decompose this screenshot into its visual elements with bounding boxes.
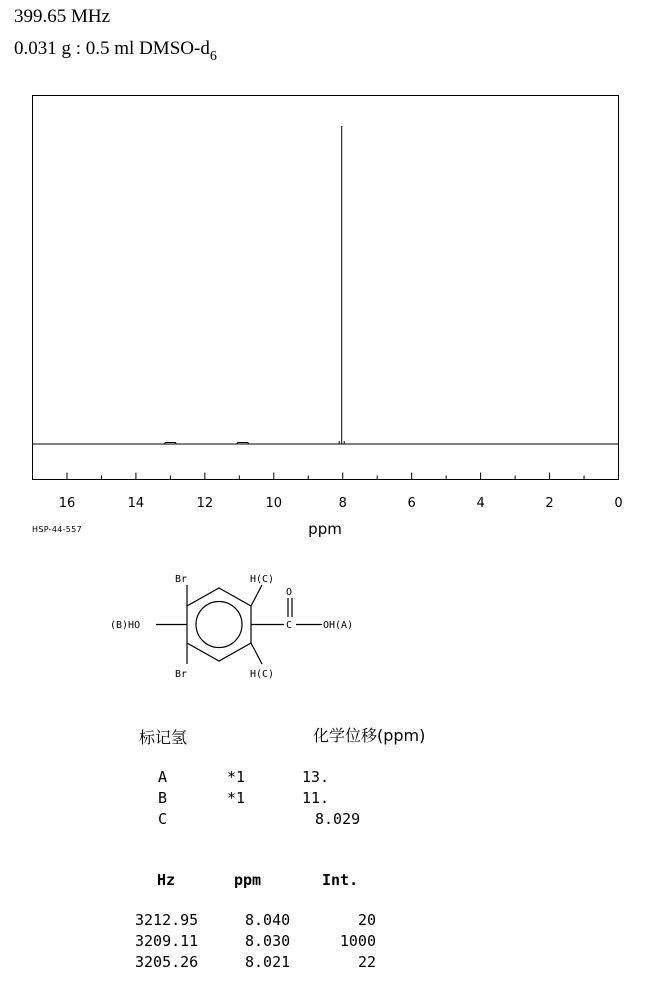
tick-label: 16 (58, 496, 76, 511)
peak-row-3-int: 22 (357, 953, 376, 971)
tick-label: 12 (196, 496, 214, 511)
spectrometer-frequency: 399.65 MHz (14, 6, 111, 27)
atom-h-top: H(C) (250, 574, 275, 585)
atom-ho: (B)HO (110, 620, 141, 631)
peak-row-3-hz: 3205.26 (135, 953, 199, 971)
shift-header: 化学位移(ppm) (313, 726, 426, 745)
assign-label-a: A (158, 768, 168, 786)
atom-br-bottom: Br (175, 669, 188, 680)
peak-header-int: Int. (322, 871, 359, 889)
x-axis-tick-labels (59, 496, 623, 511)
spectrum-code: HSP-44-557 (32, 525, 82, 534)
spectrum-peaks (164, 126, 344, 444)
label-header: 标记氢 (139, 728, 188, 747)
sample-text: 0.031 g : 0.5 ml DMSO-d (14, 38, 210, 59)
peak-row-2-int: 1000 (339, 932, 376, 950)
atom-o: O (286, 587, 293, 598)
atom-c: C (286, 620, 293, 631)
atom-oh: OH(A) (323, 620, 354, 631)
assign-note-b: *1 (227, 789, 246, 807)
tick-label: 2 (545, 496, 554, 511)
atom-br-top: Br (175, 574, 188, 585)
peak-header-hz: Hz (157, 871, 176, 889)
bond-h-top (251, 585, 262, 606)
tick-label: 14 (127, 496, 145, 511)
tick-label: 6 (407, 496, 416, 511)
aromatic-circle (196, 602, 242, 648)
atom-h-bottom: H(C) (250, 669, 275, 680)
benzene-ring (187, 588, 251, 661)
sample-subscript: 6 (209, 49, 217, 64)
tick-label: 4 (476, 496, 485, 511)
peak-row-1-int: 20 (357, 911, 376, 929)
tick-label: 0 (614, 496, 623, 511)
x-axis-label: ppm (308, 520, 342, 538)
x-axis-ticks (33, 473, 619, 480)
bond-h-bottom (251, 643, 262, 664)
assign-shift-c: 8.029 (315, 810, 361, 828)
assign-label-b: B (158, 789, 168, 807)
tick-label: 8 (338, 496, 347, 511)
peak-row-2-ppm: 8.030 (245, 932, 291, 950)
plot-frame (33, 96, 619, 480)
assign-note-a: *1 (227, 768, 246, 786)
peak-row-2-hz: 3209.11 (135, 932, 199, 950)
assign-shift-b: 11. (302, 789, 330, 807)
molecular-structure (100, 565, 400, 715)
tick-label: 10 (265, 496, 283, 511)
peak-row-1-ppm: 8.040 (245, 911, 291, 929)
peak-header-ppm: ppm (234, 871, 262, 889)
assign-label-c: C (158, 810, 168, 828)
peak-row-1-hz: 3212.95 (135, 911, 199, 929)
peak-row-3-ppm: 8.021 (245, 953, 291, 971)
assign-shift-a: 13. (302, 768, 330, 786)
